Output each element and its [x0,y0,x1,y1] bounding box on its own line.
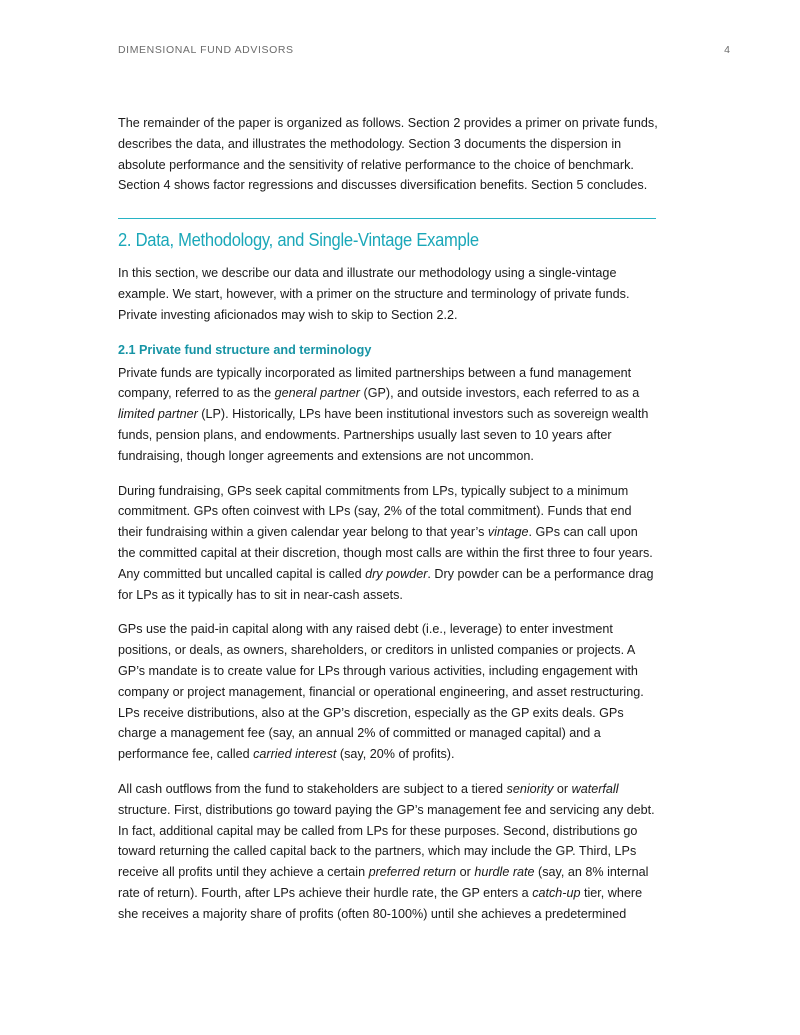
section-2-heading: 2. Data, Methodology, and Single-Vintage Example [118,230,479,251]
section-2-2-link[interactable]: Section 2.2 [391,307,455,322]
running-header: DIMENSIONAL FUND ADVISORS [118,44,294,56]
section-2-intro-text: In this section, we describe our data and illustrate our methodology using a single-vintage example. We start, however, with a primer on the structure and terminology of private funds. Private investing aficionados may wish to skip to [118,266,630,322]
paragraph-waterfall [118,779,658,925]
term-seniority: seniority [506,781,554,796]
text-run: Private funds are typically incorporated as limited partnerships between a fund management company, referred to as the [118,365,632,401]
text-run: . GPs can call upon the committed capital at their discretion, though most calls are within the first three to four years. Any committed but uncalled capital is called [118,525,653,581]
section-2-intro-end: . [454,307,458,322]
term-carried-interest: carried interest [253,747,337,762]
paragraph-capital-use [118,619,658,765]
text-run: structure. First, distributions go toward paying the GP’s management fee and servicing any debt. In fact, additional capital may be called from LPs for these purposes. Second, distributions go toward returning the called capital back to the partners, which may include the GP. Third, LPs receive all profits until they achieve a certain [118,802,655,880]
text-run: (GP), and outside investors, each referred to as a [360,386,640,401]
text-run: . Dry powder can be a performance drag for LPs as it typically has to sit in near-cash assets. [118,566,654,602]
text-run: (say, an 8% internal rate of return). Fourth, after LPs achieve their hurdle rate, the GP enters a [118,865,649,900]
text-run: (LP). Historically, LPs have been institutional investors such as sovereign wealth funds, pension plans, and endowments. Partnerships usually last seven to 10 years after fundraising, though longer agreements and extensions are not uncommon. [118,407,649,463]
text-run: tier, where she receives a majority share of profits (often 80-100%) until she achieves a predetermined [118,885,643,921]
paragraph-fund-structure [118,363,658,467]
text-run: or [553,781,572,796]
text-run: (say, 20% of profits). [336,747,455,762]
text-run: All cash outflows from the fund to stakeholders are subject to a tiered [118,781,507,796]
section-2-1-heading: 2.1 Private fund structure and terminology [118,342,372,357]
text-run: During fundraising, GPs seek capital commitments from LPs, typically subject to a minimum commitment. GPs often coinvest with LPs (say, 2% of the total commitment). Funds that end their fundraising within a given calendar year belong to that year’s [118,483,632,540]
section-2-intro [118,263,658,325]
term-catch-up: catch-up [532,885,581,900]
text-run: GPs use the paid-in capital along with any raised debt (i.e., leverage) to enter investment positions, or deals, as owners, shareholders, or creditors in unlisted companies or projects. A GP’s mandate is to create value for LPs through various activities, including engagement with company or project management, financial or operational engineering, and asset restructuring. LPs receive distributions, also at the GP’s discretion, especially as the GP exits deals. GPs charge a management fee (say, an annual 2% of committed or managed capital) and a performance fee, called [118,622,644,762]
term-general-partner: general partner [274,386,360,401]
term-hurdle-rate: hurdle rate [474,865,535,880]
term-waterfall: waterfall [571,781,619,796]
term-preferred-return: preferred return [368,865,457,880]
term-vintage: vintage [487,525,529,540]
page-number: 4 [724,44,730,56]
term-limited-partner: limited partner [118,407,198,422]
page-body [118,113,658,925]
text-run: or [456,865,475,880]
term-dry-powder: dry powder [365,566,428,581]
intro-paragraph: The remainder of the paper is organized as follows. Section 2 provides a primer on private funds, describes the data, and illustrates the methodology. Section 3 documents the dispersion in absolute performance and the sensitivity of relative performance to the choice of benchmark. Section 4 shows factor regressions and discusses diversification benefits. Section 5 concludes. [118,116,658,193]
paragraph-fundraising [118,481,658,606]
section-divider [118,218,656,219]
